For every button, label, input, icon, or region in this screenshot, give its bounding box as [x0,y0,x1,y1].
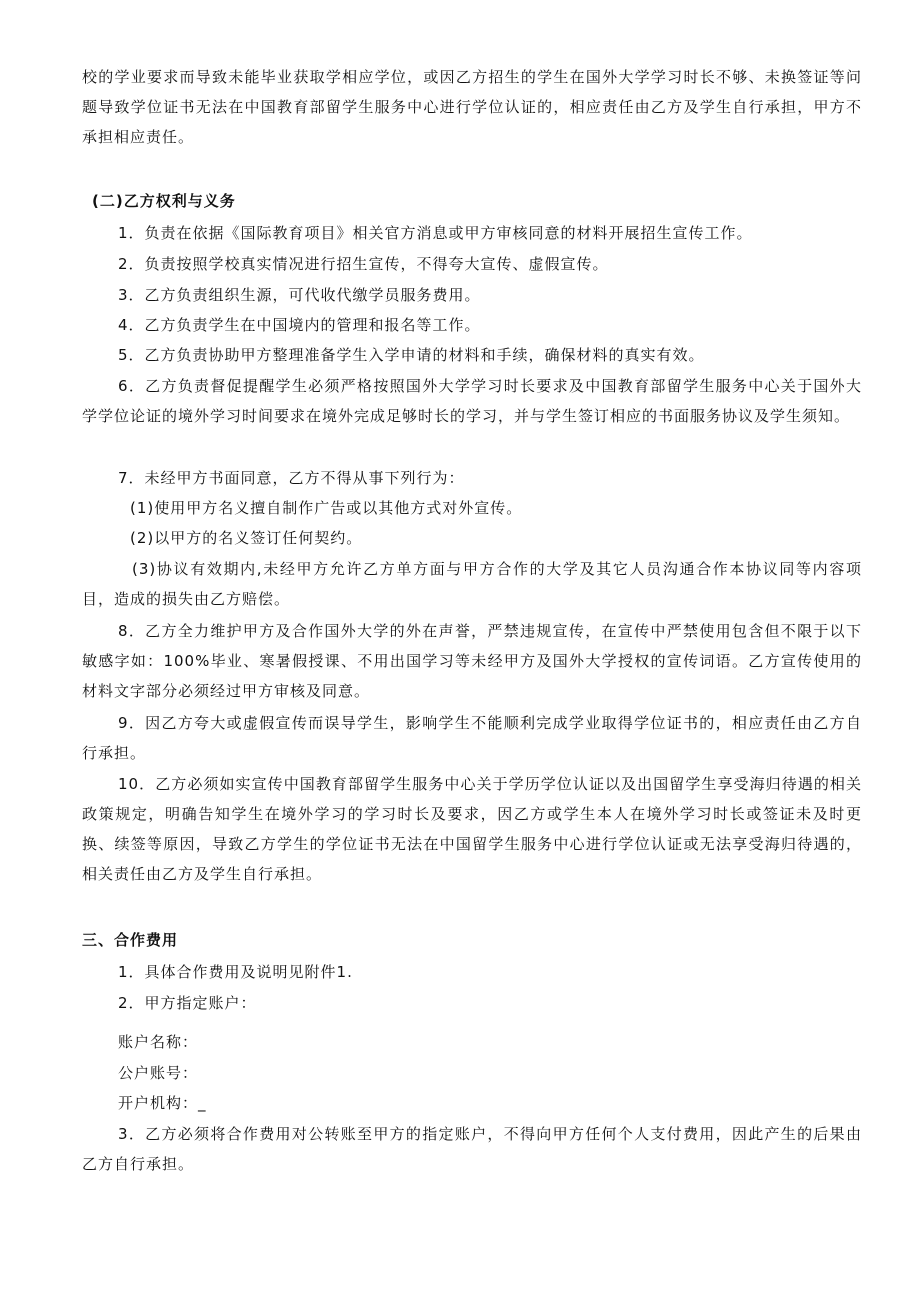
section-b-item-3: 3．乙方负责组织生源，可代收代缴学员服务费用。 [118,286,481,304]
section-b-item-1: 1．负责在依据《国际教育项目》相关官方消息或甲方审核同意的材料开展招生宣传工作。 [118,224,753,242]
account-name-label: 账户名称： [118,1033,199,1051]
section-b-item-10: 10．乙方必须如实宣传中国教育部留学生服务中心关于学历学位认证以及出国留学生享受海归待遇的相关政策规定，明确告知学生在境外学习的学习时长及要求，因乙方或学生本人在境外学习时长或签证未及时更换、续签等原因，导致乙方学生的学位证书无法在中国留学生服务中心进行学位认证或无法享受海归待遇的，相关责任由乙方及学生自行承担。 [82,775,862,883]
section-b-item-5: 5．乙方负责协助甲方整理准备学生入学申请的材料和手续，确保材料的真实有效。 [118,346,705,364]
bank-label: 开户机构：_ [118,1094,207,1112]
section-3-item-1: 1．具体合作费用及说明见附件1. [118,963,353,981]
continuation-paragraph: 校的学业要求而导致未能毕业获取学相应学位，或因乙方招生的学生在国外大学学习时长不够、未换签证等问题导致学位证书无法在中国教育部留学生服务中心进行学位认证的，相应责任由乙方及学生自行承担，甲方不承担相应责任。 [82,68,862,146]
account-number-label: 公户账号： [118,1064,199,1082]
section-b-item-4: 4．乙方负责学生在中国境内的管理和报名等工作。 [118,316,481,334]
section-3-item-2: 2．甲方指定账户： [118,994,257,1012]
section-b-item-7: 7．未经甲方书面同意，乙方不得从事下列行为： [118,469,465,487]
section-3-heading: 三、合作费用 [82,931,179,949]
section-b-item-6: 6．乙方负责督促提醒学生必须严格按照国外大学学习时长要求及中国教育部留学生服务中心关于国外大学学位论证的境外学习时间要求在境外完成足够时长的学习，并与学生签订相应的书面服务协议及学生须知。 [82,377,862,425]
section-b-subitem-2: (2)以甲方的名义签订任何契约。 [130,529,363,547]
section-b-subitem-3: (3)协议有效期内,未经甲方允许乙方单方面与甲方合作的大学及其它人员沟通合作本协议同等内容项目，造成的损失由乙方赔偿。 [82,560,862,608]
section-b-item-8: 8．乙方全力维护甲方及合作国外大学的外在声誉，严禁违规宣传，在宣传中严禁使用包含但不限于以下敏感字如：100%毕业、寒暑假授课、不用出国学习等未经甲方及国外大学授权的宣传词语。乙方宣传使用的材料文字部分必须经过甲方审核及同意。 [82,622,862,700]
section-b-item-2: 2．负责按照学校真实情况进行招生宣传，不得夸大宣传、虚假宣传。 [118,255,609,273]
section-b-heading: (二)乙方权利与义务 [92,192,236,210]
section-3-item-3: 3．乙方必须将合作费用对公转账至甲方的指定账户，不得向甲方任何个人支付费用，因此产生的后果由乙方自行承担。 [82,1125,862,1173]
section-b-item-9: 9．因乙方夸大或虚假宣传而误导学生，影响学生不能顺利完成学业取得学位证书的，相应责任由乙方自行承担。 [82,714,862,762]
section-b-subitem-1: (1)使用甲方名义擅自制作广告或以其他方式对外宣传。 [130,499,523,517]
